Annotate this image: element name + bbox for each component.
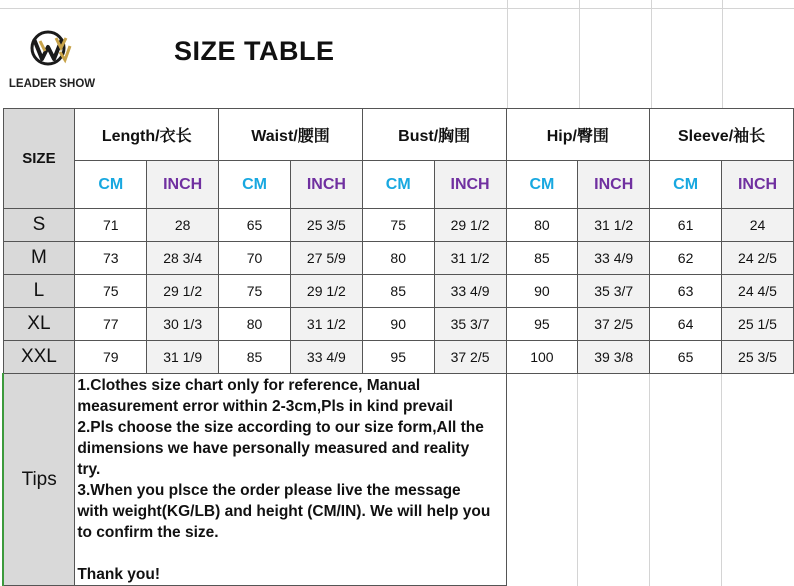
table-cell: 80 [362, 242, 434, 275]
table-cell: 70 [219, 242, 291, 275]
unit-inch-header: INCH [434, 161, 506, 209]
size-label: L [3, 275, 75, 308]
gridline [651, 0, 652, 108]
table-cell: 80 [219, 308, 291, 341]
table-row [3, 275, 794, 308]
group-header-sleeve: Sleeve/袖长 [650, 109, 794, 161]
table-cell: 62 [650, 242, 722, 275]
tips-line: 3.When you plsce the order please live the message [77, 482, 461, 499]
size-table [2, 108, 794, 586]
gridline [0, 8, 794, 9]
tips-line: to confirm the size. [77, 524, 219, 541]
unit-cm-header: CM [506, 161, 578, 209]
table-row [3, 209, 794, 242]
tips-row [3, 374, 794, 586]
unit-cm-header: CM [362, 161, 434, 209]
empty-cell [506, 374, 578, 586]
table-cell: 85 [219, 341, 291, 374]
size-label: XL [3, 308, 75, 341]
tips-text [75, 374, 506, 586]
unit-inch-header: INCH [578, 161, 650, 209]
table-row [3, 242, 794, 275]
table-cell: 64 [650, 308, 722, 341]
group-header-bust: Bust/胸围 [362, 109, 506, 161]
unit-inch-header: INCH [290, 161, 362, 209]
table-cell: 75 [362, 209, 434, 242]
size-label: M [3, 242, 75, 275]
brand-logo [4, 22, 100, 100]
tips-line: try. [77, 461, 101, 478]
table-cell: 31 1/2 [290, 308, 362, 341]
table-cell: 90 [506, 275, 578, 308]
unit-cm-header: CM [219, 161, 291, 209]
unit-inch-header: INCH [722, 161, 794, 209]
table-row [3, 308, 794, 341]
gridline [579, 0, 580, 108]
table-cell: 25 3/5 [722, 341, 794, 374]
tips-line: 2.Pls choose the size according to our size form,All the [77, 419, 484, 436]
table-cell: 28 3/4 [147, 242, 219, 275]
table-cell: 33 4/9 [434, 275, 506, 308]
table-cell: 95 [362, 341, 434, 374]
table-cell: 71 [75, 209, 147, 242]
tips-line: with weight(KG/LB) and height (CM/IN). We will help you [77, 503, 491, 520]
table-cell: 35 3/7 [434, 308, 506, 341]
table-cell: 37 2/5 [578, 308, 650, 341]
table-cell: 75 [219, 275, 291, 308]
table-cell: 25 1/5 [722, 308, 794, 341]
table-cell: 25 3/5 [290, 209, 362, 242]
size-label: XXL [3, 341, 75, 374]
table-cell: 29 1/2 [147, 275, 219, 308]
page-title: SIZE TABLE [174, 36, 335, 66]
table-cell: 29 1/2 [434, 209, 506, 242]
table-cell: 63 [650, 275, 722, 308]
leader-show-logo-icon [4, 22, 100, 78]
unit-cm-header: CM [75, 161, 147, 209]
empty-cell [578, 374, 650, 586]
table-cell: 31 1/2 [578, 209, 650, 242]
table-cell: 31 1/2 [434, 242, 506, 275]
size-label: S [3, 209, 75, 242]
table-cell: 31 1/9 [147, 341, 219, 374]
gridline [722, 0, 723, 108]
table-cell: 73 [75, 242, 147, 275]
table-cell: 85 [362, 275, 434, 308]
table-cell: 80 [506, 209, 578, 242]
table-cell: 29 1/2 [290, 275, 362, 308]
table-cell: 77 [75, 308, 147, 341]
tips-label: Tips [3, 374, 75, 586]
table-cell: 35 3/7 [578, 275, 650, 308]
table-cell: 24 2/5 [722, 242, 794, 275]
group-header-length: Length/衣长 [75, 109, 219, 161]
table-cell: 27 5/9 [290, 242, 362, 275]
gridline [507, 0, 508, 108]
table-cell: 61 [650, 209, 722, 242]
tips-blank-line [77, 543, 503, 564]
unit-cm-header: CM [650, 161, 722, 209]
table-cell: 100 [506, 341, 578, 374]
table-cell: 79 [75, 341, 147, 374]
tips-line: measurement error within 2-3cm,Pls in kind prevail [77, 398, 453, 415]
table-cell: 95 [506, 308, 578, 341]
table-group-header-row [3, 109, 794, 161]
unit-inch-header: INCH [147, 161, 219, 209]
table-cell: 33 4/9 [290, 341, 362, 374]
table-cell: 90 [362, 308, 434, 341]
table-cell: 33 4/9 [578, 242, 650, 275]
group-header-waist: Waist/腰围 [219, 109, 363, 161]
group-header-hip: Hip/臀围 [506, 109, 650, 161]
tips-line: 1.Clothes size chart only for reference, Manual [77, 377, 421, 394]
table-cell: 37 2/5 [434, 341, 506, 374]
table-cell: 28 [147, 209, 219, 242]
empty-cell [650, 374, 722, 586]
tips-line: Thank you! [77, 566, 161, 583]
tips-line: dimensions we have personally measured and reality [77, 440, 470, 457]
table-cell: 85 [506, 242, 578, 275]
table-cell: 24 [722, 209, 794, 242]
size-header: SIZE [3, 109, 75, 209]
table-cell: 24 4/5 [722, 275, 794, 308]
table-cell: 75 [75, 275, 147, 308]
table-unit-header-row [3, 161, 794, 209]
table-row [3, 341, 794, 374]
table-cell: 39 3/8 [578, 341, 650, 374]
empty-cell [722, 374, 794, 586]
table-cell: 65 [650, 341, 722, 374]
brand-name: LEADER SHOW [8, 78, 96, 90]
table-cell: 65 [219, 209, 291, 242]
table-cell: 30 1/3 [147, 308, 219, 341]
